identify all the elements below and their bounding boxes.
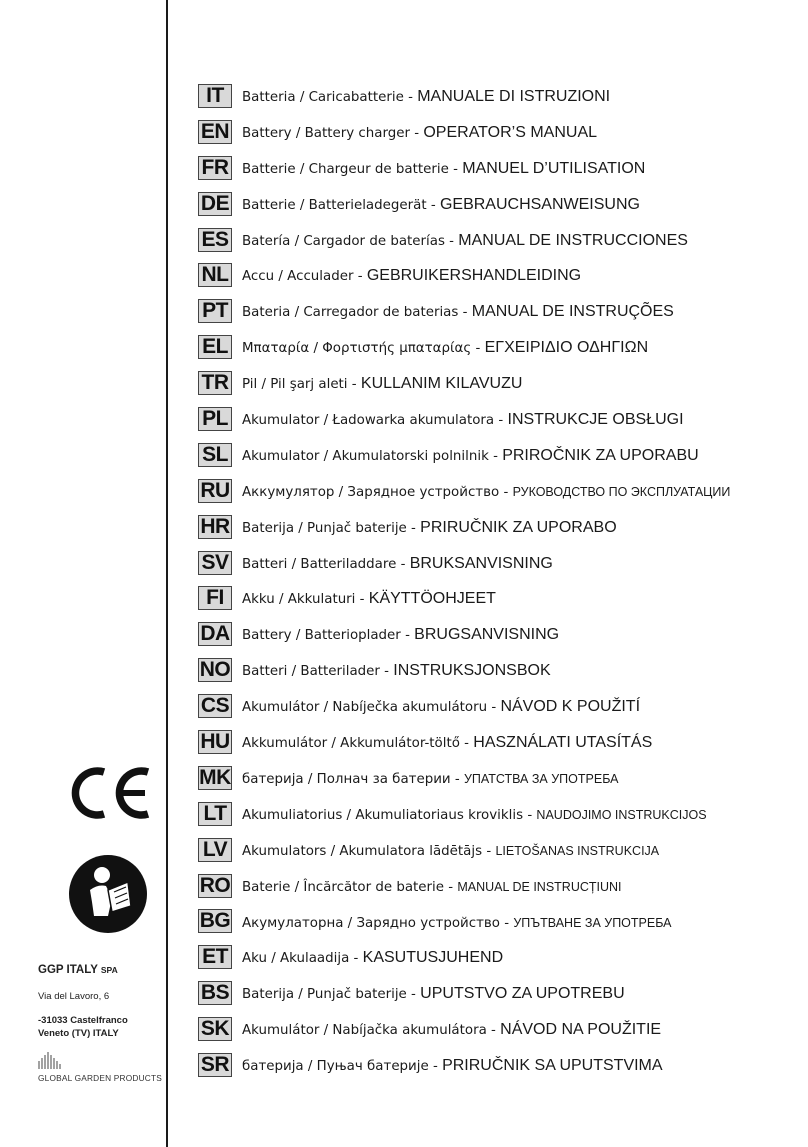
manual-row-es bbox=[198, 222, 798, 258]
manual-title: UPUTSTVO ZA UPOTREBU bbox=[420, 985, 625, 1003]
manual-title-line bbox=[242, 947, 503, 967]
manual-row-fr bbox=[198, 150, 798, 186]
manual-title: LIETOŠANAS INSTRUKCIJA bbox=[495, 844, 660, 859]
title-separator: - bbox=[426, 197, 440, 213]
company-address-line2: -31033 Castelfranco bbox=[38, 1015, 128, 1026]
manual-title: KULLANIM KILAVUZU bbox=[360, 375, 523, 393]
manual-title-line bbox=[242, 409, 684, 429]
manual-title-line bbox=[242, 158, 645, 178]
product-name: Akumulators / Akumulatora lādētājs bbox=[242, 844, 483, 860]
language-code-badge: MK bbox=[199, 765, 231, 789]
title-separator: - bbox=[400, 628, 415, 644]
manual-row-el bbox=[198, 329, 798, 365]
manual-title-line bbox=[242, 732, 652, 752]
manual-title-line bbox=[242, 301, 674, 321]
title-separator: - bbox=[459, 735, 474, 751]
manual-title: PRIRUČNIK SA UPUTSTVIMA bbox=[442, 1056, 663, 1074]
manual-row-bs bbox=[198, 975, 798, 1011]
product-name: Battery / Batterioplader bbox=[242, 628, 401, 644]
manual-title: BRUGSANVISNING bbox=[414, 626, 560, 644]
manual-row-de bbox=[198, 186, 798, 222]
manual-row-fi bbox=[198, 580, 798, 616]
product-name: Akku / Akkulaturi bbox=[242, 592, 356, 608]
manual-title-line bbox=[242, 588, 496, 608]
language-code-badge: DE bbox=[198, 192, 232, 216]
read-manual-icon bbox=[68, 854, 148, 934]
manual-title: KÄYTTÖOHJEET bbox=[368, 590, 496, 608]
title-separator: - bbox=[347, 377, 361, 393]
ggp-logo-icon bbox=[38, 1051, 62, 1069]
manual-title-line bbox=[242, 696, 640, 716]
manual-title-line bbox=[242, 194, 640, 214]
title-separator: - bbox=[355, 592, 369, 608]
manual-title-line bbox=[242, 876, 622, 895]
manual-row-pl bbox=[198, 401, 798, 437]
manual-title: OPERATOR’S MANUAL bbox=[423, 123, 598, 141]
manual-title-line bbox=[242, 840, 659, 859]
manual-row-ro bbox=[198, 868, 798, 904]
product-name: Batteri / Batteriladdare bbox=[242, 556, 397, 572]
manual-row-da bbox=[198, 616, 798, 652]
language-code-badge: SR bbox=[198, 1053, 232, 1077]
title-separator: - bbox=[379, 664, 394, 680]
manual-title: УПЪТВАНЕ ЗА УПОТРЕБА bbox=[513, 915, 672, 930]
company-block bbox=[38, 964, 163, 1039]
language-code-badge: TR bbox=[198, 371, 232, 395]
language-code-badge: IT bbox=[198, 84, 232, 108]
product-name: Bateria / Carregador de baterias bbox=[242, 305, 459, 321]
product-name: Batteri / Batterilader bbox=[242, 664, 380, 680]
manual-row-mk bbox=[198, 760, 798, 796]
title-separator: - bbox=[406, 987, 421, 1003]
product-name: Akkumulátor / Akkumulátor-töltő bbox=[242, 735, 460, 751]
language-code-badge: NL bbox=[198, 263, 232, 287]
manual-row-sv bbox=[198, 545, 798, 581]
manual-title: NAUDOJIMO INSTRUKCIJOS bbox=[536, 808, 707, 823]
product-name: Акумулаторна / Зарядно устройство bbox=[242, 915, 500, 931]
manual-title-line bbox=[242, 337, 648, 357]
language-code-badge: CS bbox=[198, 694, 232, 718]
manual-title-line bbox=[242, 660, 551, 680]
product-name: Batterie / Chargeur de batterie bbox=[242, 161, 449, 177]
product-name: Baterija / Punjač baterije bbox=[242, 520, 407, 536]
language-code-badge: SV bbox=[198, 551, 232, 575]
product-name: Batterie / Batterieladegerät bbox=[242, 197, 427, 213]
language-code-badge: BS bbox=[198, 981, 232, 1005]
manual-title-line bbox=[242, 230, 688, 250]
manual-title-line bbox=[242, 553, 553, 573]
manual-title: HASZNÁLATI UTASÍTÁS bbox=[473, 733, 653, 751]
manual-title: ΕΓΧΕΙΡΙΔΙΟ ΟΔΗΓΙΩΝ bbox=[484, 339, 649, 357]
manual-title: BRUKSANVISNING bbox=[409, 554, 553, 572]
title-separator: - bbox=[444, 233, 459, 249]
product-name: Accu / Acculader bbox=[242, 269, 354, 285]
manual-language-list bbox=[198, 78, 798, 1083]
manual-title: NÁVOD K POUŽITÍ bbox=[500, 698, 641, 716]
manual-title: GEBRUIKERSHANDLEIDING bbox=[366, 267, 582, 285]
manual-row-et bbox=[198, 939, 798, 975]
language-code-badge: FR bbox=[198, 156, 232, 180]
manual-title: NÁVOD NA POUŽITIE bbox=[500, 1021, 662, 1039]
manual-row-en bbox=[198, 114, 798, 150]
company-suffix: SPA bbox=[100, 965, 118, 975]
manual-title: УПАТСТВА ЗА УПОТРЕБА bbox=[463, 772, 619, 787]
manual-title: KASUTUSJUHEND bbox=[362, 949, 504, 967]
manual-title-line bbox=[242, 1019, 661, 1039]
title-separator: - bbox=[409, 125, 424, 141]
manual-title: РУКОВОДСТВО ПО ЭКСПЛУАТАЦИИ bbox=[512, 485, 731, 500]
language-code-badge: PT bbox=[198, 299, 232, 323]
manual-row-lv bbox=[198, 832, 798, 868]
manual-title-line bbox=[242, 768, 618, 787]
title-separator: - bbox=[349, 951, 363, 967]
language-code-badge: NO bbox=[199, 658, 231, 682]
manual-title-line bbox=[242, 1055, 663, 1075]
title-separator: - bbox=[482, 844, 496, 860]
product-name: Akumuliatorius / Akumuliatoriaus kroviklis bbox=[242, 808, 524, 824]
vertical-divider bbox=[166, 0, 168, 1147]
title-separator: - bbox=[488, 448, 503, 464]
language-code-badge: SL bbox=[198, 443, 232, 467]
language-code-badge: SK bbox=[198, 1017, 232, 1041]
manual-row-sk bbox=[198, 1011, 798, 1047]
title-separator: - bbox=[450, 772, 464, 788]
title-separator: - bbox=[353, 269, 367, 285]
title-separator: - bbox=[428, 1058, 443, 1074]
manual-title: MANUAL DE INSTRUCȚIUNI bbox=[457, 880, 622, 895]
manual-row-tr bbox=[198, 365, 798, 401]
manual-title: MANUALE DI ISTRUZIONI bbox=[417, 87, 611, 105]
product-name: Akumulator / Akumulatorski polnilnik bbox=[242, 448, 489, 464]
company-name: GGP ITALY bbox=[38, 964, 98, 976]
manual-title: MANUAL DE INSTRUCCIONES bbox=[458, 231, 688, 249]
manual-title-line bbox=[242, 804, 707, 823]
manual-title: PRIRUČNIK ZA UPORABO bbox=[420, 518, 617, 536]
manual-row-bg bbox=[198, 903, 798, 939]
title-separator: - bbox=[458, 305, 472, 321]
language-code-badge: HU bbox=[198, 730, 232, 754]
title-separator: - bbox=[499, 915, 514, 931]
manual-title-line bbox=[242, 481, 730, 500]
manual-title-line bbox=[242, 122, 597, 142]
manual-title-line bbox=[242, 445, 699, 465]
product-name: Akumulator / Ładowarka akumulatora bbox=[242, 412, 495, 428]
manual-row-cs bbox=[198, 688, 798, 724]
title-separator: - bbox=[486, 1023, 501, 1039]
product-name: Batteria / Caricabatterie bbox=[242, 89, 404, 105]
product-name: Μπαταρία / Φορτιστής μπαταρίας bbox=[242, 341, 472, 357]
language-code-badge: BG bbox=[199, 909, 231, 933]
product-name: Battery / Battery charger bbox=[242, 125, 410, 141]
title-separator: - bbox=[523, 808, 537, 824]
manual-title-line bbox=[242, 624, 559, 644]
product-name: батерија / Пуњач батерије bbox=[242, 1058, 429, 1074]
title-separator: - bbox=[403, 89, 418, 105]
manual-title-line bbox=[242, 983, 625, 1003]
product-name: Baterie / Încărcător de baterie bbox=[242, 880, 445, 896]
title-separator: - bbox=[396, 556, 410, 572]
language-code-badge: ET bbox=[198, 945, 232, 969]
product-name: Akumulátor / Nabíječka akumulátoru bbox=[242, 700, 488, 716]
product-name: Aku / Akulaadija bbox=[242, 951, 350, 967]
title-separator: - bbox=[444, 880, 458, 896]
title-separator: - bbox=[499, 485, 513, 501]
title-separator: - bbox=[406, 520, 421, 536]
product-name: Akumulátor / Nabíjačka akumulátora bbox=[242, 1023, 487, 1039]
company-address-line3: Veneto (TV) ITALY bbox=[38, 1028, 119, 1039]
company-name-line bbox=[38, 964, 163, 976]
product-name: Baterija / Punjač baterije bbox=[242, 987, 407, 1003]
language-code-badge: EN bbox=[198, 120, 232, 144]
ce-mark-icon bbox=[66, 764, 152, 822]
manual-row-it bbox=[198, 78, 798, 114]
language-code-badge: EL bbox=[198, 335, 232, 359]
manual-row-sr bbox=[198, 1047, 798, 1083]
title-separator: - bbox=[487, 700, 501, 716]
manual-row-hr bbox=[198, 509, 798, 545]
manual-title: INSTRUKCJE OBSŁUGI bbox=[507, 410, 684, 428]
manual-title-line bbox=[242, 86, 610, 106]
manual-title: PRIROČNIK ZA UPORABU bbox=[502, 446, 699, 464]
manual-row-nl bbox=[198, 257, 798, 293]
product-name: Pil / Pil şarj aleti bbox=[242, 377, 348, 393]
language-code-badge: LV bbox=[198, 838, 232, 862]
language-code-badge: ES bbox=[198, 228, 232, 252]
manual-title: MANUAL DE INSTRUÇÕES bbox=[471, 303, 674, 321]
language-code-badge: FI bbox=[198, 586, 232, 610]
product-name: Batería / Cargador de baterías bbox=[242, 233, 445, 249]
manual-row-no bbox=[198, 652, 798, 688]
manual-title-line bbox=[242, 265, 581, 285]
product-name: батерија / Полнач за батерии bbox=[242, 772, 451, 788]
manual-title: GEBRAUCHSANWEISUNG bbox=[439, 195, 640, 213]
language-code-badge: RU bbox=[198, 479, 232, 503]
language-code-badge: DA bbox=[198, 622, 232, 646]
title-separator: - bbox=[494, 412, 508, 428]
language-code-badge: HR bbox=[198, 515, 232, 539]
title-separator: - bbox=[471, 341, 485, 357]
manual-title-line bbox=[242, 912, 671, 931]
manual-row-ru bbox=[198, 473, 798, 509]
company-brand: GLOBAL GARDEN PRODUCTS bbox=[38, 1073, 162, 1083]
title-separator: - bbox=[448, 161, 463, 177]
manual-title: MANUEL D’UTILISATION bbox=[462, 159, 646, 177]
manual-title: INSTRUKSJONSBOK bbox=[393, 662, 551, 680]
manual-title-line bbox=[242, 373, 522, 393]
manual-title-line bbox=[242, 517, 617, 537]
manual-row-hu bbox=[198, 724, 798, 760]
product-name: Аккумулятор / Зарядное устройство bbox=[242, 485, 500, 501]
manual-row-lt bbox=[198, 796, 798, 832]
company-address-line1: Via del Lavoro, 6 bbox=[38, 991, 110, 1002]
manual-row-pt bbox=[198, 293, 798, 329]
manual-row-sl bbox=[198, 437, 798, 473]
language-code-badge: LT bbox=[198, 802, 232, 826]
language-code-badge: PL bbox=[198, 407, 232, 431]
language-code-badge: RO bbox=[199, 873, 231, 897]
